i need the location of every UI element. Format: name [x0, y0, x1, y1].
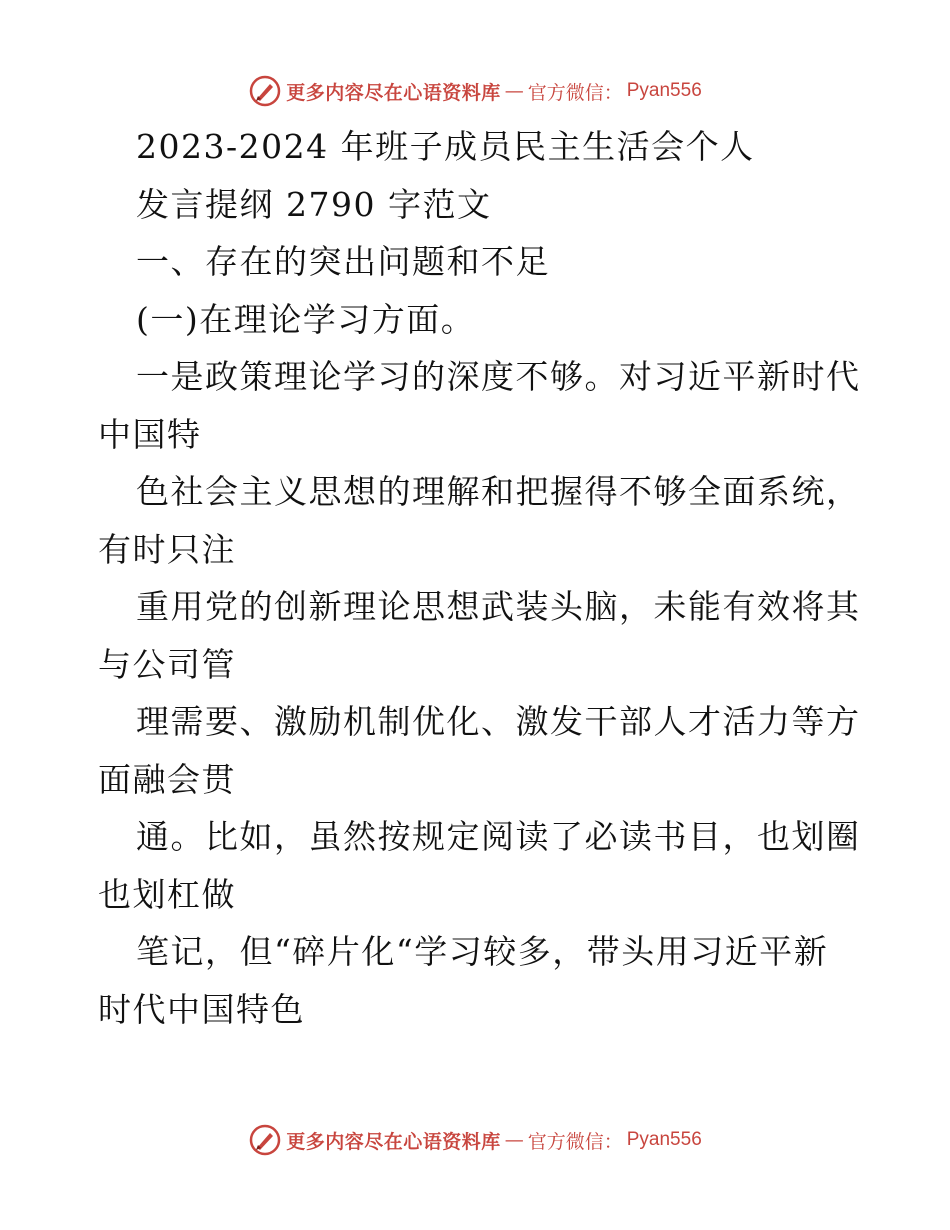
- text-line: 一、存在的突出问题和不足: [136, 242, 550, 281]
- text-line: 通。比如，虽然按规定阅读了必读书目，也划圈: [136, 817, 861, 856]
- watermark-label: 官方微信：: [527, 81, 623, 104]
- text-line: 理需要、激励机制优化、激发干部人才活力等方: [136, 702, 861, 741]
- header-watermark: [0, 71, 950, 111]
- footer-watermark: [0, 1120, 950, 1160]
- text-line: 2023-2024 年班子成员民主生活会个人: [136, 127, 755, 166]
- text-line: (一)在理论学习方面。: [136, 299, 476, 339]
- document-body: [98, 118, 861, 1038]
- pen-logo-icon: [248, 74, 282, 108]
- watermark-text: 更多内容尽在心语资料库: [286, 1130, 501, 1153]
- text-line: 与公司管: [98, 644, 236, 684]
- text-line: 也划杠做: [98, 874, 236, 914]
- watermark-id: Pyan556: [626, 1129, 702, 1150]
- text-line: 面融会贯: [98, 759, 236, 799]
- watermark-separator: —: [504, 1129, 524, 1151]
- text-line: 重用党的创新理论思想武装头脑，未能有效将其: [136, 587, 861, 626]
- pen-logo-icon: [248, 1123, 282, 1157]
- watermark-separator: —: [504, 80, 524, 102]
- text-line: 时代中国特色: [98, 989, 305, 1029]
- text-line: 发言提纲 2790 字范文: [136, 184, 492, 224]
- text-line: 笔记，但“碎片化“学习较多，带头用习近平新: [136, 932, 829, 971]
- text-line: 有时只注: [98, 529, 236, 569]
- text-line: 一是政策理论学习的深度不够。对习近平新时代: [136, 357, 861, 396]
- watermark-label: 官方微信：: [527, 1130, 623, 1153]
- watermark-id: Pyan556: [626, 80, 702, 101]
- text-line: 色社会主义思想的理解和把握得不够全面系统，: [136, 472, 861, 511]
- text-line: 中国特: [98, 414, 202, 454]
- watermark-text: 更多内容尽在心语资料库: [286, 81, 501, 104]
